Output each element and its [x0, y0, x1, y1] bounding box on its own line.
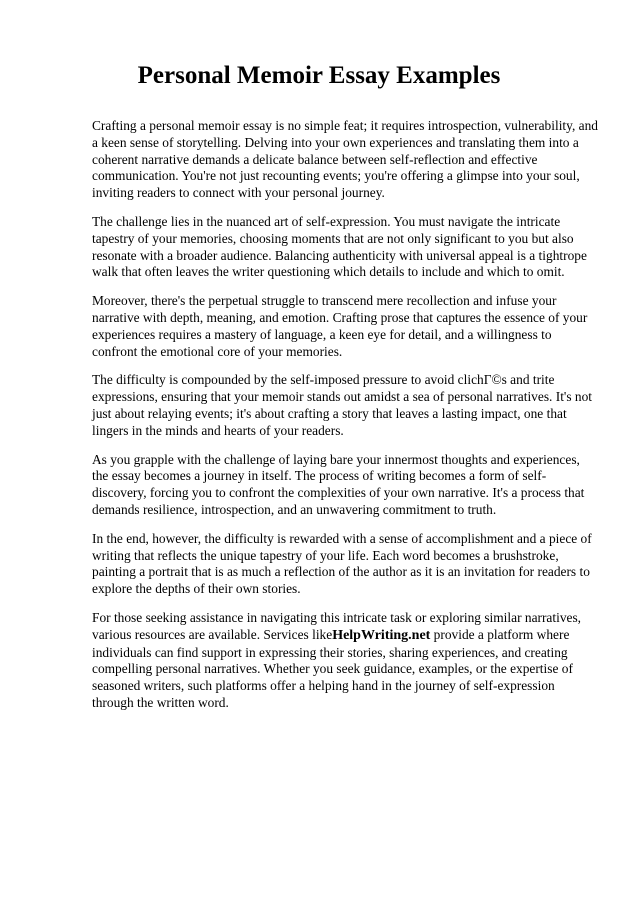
paragraph-7 [92, 610, 598, 712]
paragraph-4: The difficulty is compounded by the self-imposed pressure to avoid clichГ©s and trite expressions, ensuring that your memoir stands out amidst a sea of personal narratives. It's not just about relaying events; it's about crafting a story that leaves a lasting impact, one that lingers in the minds and hearts of your readers. [92, 372, 592, 438]
brand-name: HelpWriting.net [332, 627, 431, 643]
document-body [92, 118, 598, 724]
page-title: Personal Memoir Essay Examples [137, 62, 501, 89]
paragraph-1: Crafting a personal memoir essay is no simple feat; it requires introspection, vulnerability, and a keen sense of storytelling. Delving into your own experiences and translating them into a coherent narrative demands a delicate balance between self-reflection and effective communication. You're not just recounting events; you're offering a glimpse into your soul, inviting readers to connect with your personal journey. [92, 118, 598, 201]
paragraph-7-rest: provide a platform where individuals can find support in expressing their stories, sharing experiences, and creating compelling personal narratives. Whether you seek guidance, examples, or the expertise of seasoned writers, such platforms offer a helping hand in the journey of self-expression through the written word. [92, 626, 573, 710]
paragraph-3: Moreover, there's the perpetual struggle to transcend mere recollection and infuse your narrative with depth, meaning, and emotion. Crafting prose that captures the essence of your experiences requires a mastery of language, a keen eye for detail, and a willingness to confront the emotional core of your memories. [92, 293, 588, 359]
paragraph-6: In the end, however, the difficulty is rewarded with a sense of accomplishment and a piece of writing that reflects the unique tapestry of your life. Each word becomes a brushstroke, painting a portrait that is as much a reflection of the author as it is an invitation for readers to explore the depths of their own stories. [92, 530, 592, 597]
paragraph-2: The challenge lies in the nuanced art of self-expression. You must navigate the intricate tapestry of your memories, choosing moments that are not only significant to you but also resonate with a broader audience. Balancing authenticity with universal appeal is a tightrope walk that often leaves the writer questioning which details to include and which to omit. [92, 213, 587, 280]
paragraph-5: As you grapple with the challenge of laying bare your innermost thoughts and experiences, the essay becomes a journey in itself. The process of writing becomes a form of self-discovery, forcing you to confront the complexities of your own narrative. It's a process that demands resilience, introspection, and an unwavering commitment to truth. [92, 451, 585, 517]
paragraph-7-intro: For those seeking assistance in navigating this intricate task or exploring similar narratives, various resources are available. Services like [92, 609, 582, 642]
